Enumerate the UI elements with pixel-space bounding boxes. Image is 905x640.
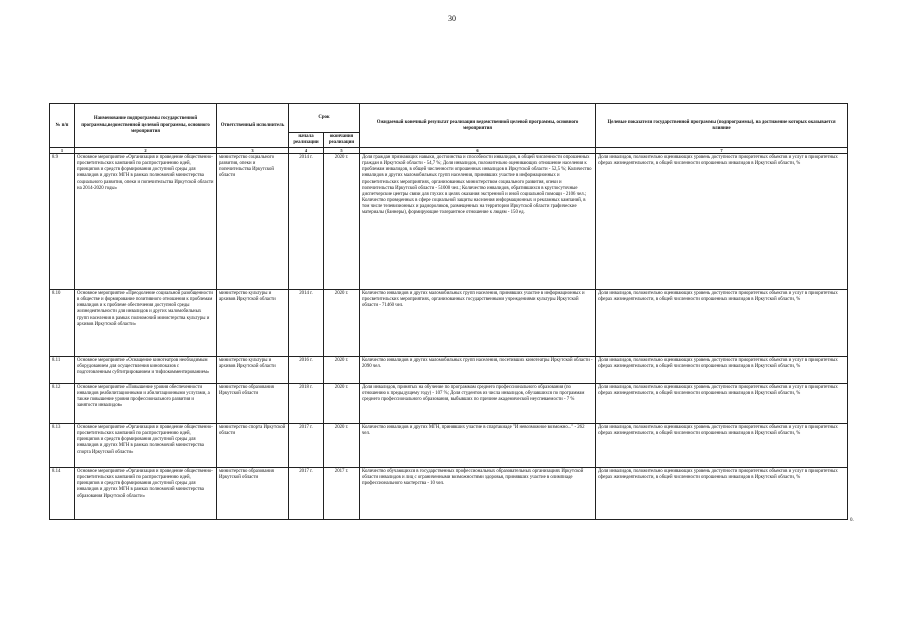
activity-name: Основное мероприятие «Оснащение кинотеатров необходимым оборудованием для осуществления кинопоказов с подготовленным субтитрированием и тифлокомментированием» xyxy=(75,357,217,384)
column-number: 5 xyxy=(324,148,360,154)
row-number: 8.11 xyxy=(50,357,75,384)
target-indicators: Доля инвалидов, положительно оценивающих уровень доступности приоритетных объектов и услуг в приоритетных сферах жизнедеятельности, в общей численности опрошенных инвалидов в Иркутской области, % xyxy=(596,357,848,384)
header-result: Ожидаемый конечный результат реализации ведомственной целевой программы, основного мероприятия xyxy=(360,104,596,148)
header-indicators: Целевые показатели государственной программы (подпрограммы), на достижение которых оказывается влияние xyxy=(596,104,848,148)
header-term: Срок xyxy=(289,104,360,133)
row-number: 8.10 xyxy=(50,290,75,357)
row-number: 8.9 xyxy=(50,154,75,290)
program-table xyxy=(49,103,848,520)
activity-name: Основное мероприятие «Повышение уровня обеспеченности инвалидов реабилитационными и абилитационными услугами, а также повышение уровня профессионального развития и занятости инвалидов» xyxy=(75,384,217,424)
page-number: 30 xyxy=(448,14,456,23)
column-number: 7 xyxy=(596,148,848,154)
start-year: 2014 г. xyxy=(289,290,324,357)
start-year: 2017 г. xyxy=(289,424,324,468)
executor: министерство культуры и архивов Иркутской области xyxy=(217,357,289,384)
row-number: 8.14 xyxy=(50,468,75,520)
executor: министерство культуры и архивов Иркутской области xyxy=(217,290,289,357)
activity-name: Основное мероприятие «Преодоление социальной разобщенности в обществе и формирование позитивного отношения к проблемам инвалидов и к проблеме обеспечения доступной среды жизнедеятельности для инвалидов и других маломобильных групп населения в рамках полномочий министерства культуры и архивов Иркутской области» xyxy=(75,290,217,357)
header-end: окончания реализации xyxy=(324,133,360,148)
column-number: 6 xyxy=(360,148,596,154)
target-indicators: Доля инвалидов, положительно оценивающих уровень доступности приоритетных объектов и услуг в приоритетных сферах жизнедеятельности, в общей численности опрошенных инвалидов в Иркутской области, % xyxy=(596,290,848,357)
table-row xyxy=(50,424,848,468)
corner-mark: 0. xyxy=(850,518,854,523)
end-year: 2020 г. xyxy=(324,357,360,384)
column-number: 4 xyxy=(289,148,324,154)
end-year: 2017 г. xyxy=(324,468,360,520)
executor: министерство социального развития, опеки и попечительства Иркутской области xyxy=(217,154,289,290)
executor: министерство спорта Иркутской области xyxy=(217,424,289,468)
executor: министерство образования Иркутской области xyxy=(217,468,289,520)
target-indicators: Доля инвалидов, положительно оценивающих уровень доступности приоритетных объектов и услуг в приоритетных сферах жизнедеятельности, в общей численности опрошенных инвалидов в Иркутской области, % xyxy=(596,384,848,424)
activity-name: Основное мероприятие «Организация и проведение общественно-просветительских кампаний по распространению идей, принципов и средств формирования доступной среды для инвалидов и других МГН в рамках полномочий министерства спорта Иркутской области» xyxy=(75,424,217,468)
end-year: 2020 г. xyxy=(324,384,360,424)
start-year: 2016 г. xyxy=(289,357,324,384)
expected-result: Количество инвалидов и других маломобильных групп населения, посетивших кинотеатры Иркутской области - 2090 чел. xyxy=(360,357,596,384)
end-year: 2020 г. xyxy=(324,424,360,468)
start-year: 2017 г. xyxy=(289,468,324,520)
activity-name: Основное мероприятие «Организация и проведение общественно-просветительских кампаний по распространению идей, принципов и средств формирования доступной среды для инвалидов и других МГН в рамках полномочий министерства социального развития, опеки и попечительства Иркутской области на 2014-2020 годы» xyxy=(75,154,217,290)
header-executor: Ответственный исполнитель xyxy=(217,104,289,148)
row-number: 8.13 xyxy=(50,424,75,468)
table-row xyxy=(50,154,848,290)
activity-name: Основное мероприятие «Организация и проведение общественно-просветительских кампаний по распространению идей, принципов и средств формирования доступной среды для инвалидов и других МГН в рамках полномочий министерства образования Иркутской области» xyxy=(75,468,217,520)
row-number: 8.12 xyxy=(50,384,75,424)
table-row xyxy=(50,357,848,384)
executor: министерство образования Иркутской области xyxy=(217,384,289,424)
expected-result: Количество обучающихся в государственных профессиональных образовательных организациях Иркутской области инвалидов и лиц с ограниченными возможностями здоровья, принявших участие в олимпиаде профессионального мастерства - 10 чел. xyxy=(360,468,596,520)
table-row xyxy=(50,468,848,520)
column-number: 3 xyxy=(217,148,289,154)
header-num: № п/п xyxy=(50,104,75,148)
end-year: 2020 г. xyxy=(324,154,360,290)
column-number: 1 xyxy=(50,148,75,154)
table-row xyxy=(50,290,848,357)
expected-result: Количество инвалидов и других МГН, принявших участие в спартакиаде "И невозможное возможно..." - 262 чел. xyxy=(360,424,596,468)
column-number: 2 xyxy=(75,148,217,154)
target-indicators: Доля инвалидов, положительно оценивающих уровень доступности приоритетных объектов и услуг в приоритетных сферах жизнедеятельности, в общей численности опрошенных инвалидов в Иркутской области, % xyxy=(596,468,848,520)
start-year: 2014 г. xyxy=(289,154,324,290)
end-year: 2020 г. xyxy=(324,290,360,357)
header-start: начала реализации xyxy=(289,133,324,148)
expected-result: Доля инвалидов, принятых на обучение по программам среднего профессионального образования (по отношению к предыдущему году) - 107 %; Доля студентов из числа инвалидов, обучавшихся по программам среднего профессионального образования, выбывших по причине академической неуспеваемости - 7 % xyxy=(360,384,596,424)
expected-result: Доля граждан признающих навыки, достоинства и способности инвалидов, в общей численности опрошенных граждан в Иркутской области - 54,7 %; Доля инвалидов, положительно оценивающих отношение населения к проблемам инвалидов, в общей численности опрошенных инвалидов в Иркутской области - 52,5 %; Количество инвалидов и других маломобильных групп населения, принявших участие в информационных и просветительских мероприятиях, организованных министерством социального развития, опеки и попечительства Иркутской области - 51000 чел.; Количество инвалидов, обратившихся в круглосуточные диспетчерские центры связи для глухих в целях оказания экстренной и иной социальной помощи - 2106 чел.; Количество проведенных в сфере социальной защиты населения информационных и рекламных кампаний, в том числе телевизионных и радиороликов, размещенных на территории Иркутской области графические материалы (баннеры), формирующие толерантное отношение к людям - 150 ед. xyxy=(360,154,596,290)
table-row xyxy=(50,384,848,424)
target-indicators: Доля инвалидов, положительно оценивающих уровень доступности приоритетных объектов и услуг в приоритетных сферах жизнедеятельности, в общей численности опрошенных инвалидов в Иркутской области, % xyxy=(596,424,848,468)
header-name: Наименование подпрограммы государственной программы,ведомственной целевой программы, основного мероприятия xyxy=(75,104,217,148)
start-year: 2018 г. xyxy=(289,384,324,424)
expected-result: Количество инвалидов и других маломобильных групп населения, принявших участие в информационных и просветительских мероприятиях, организованных государственными учреждениями культуры Иркутской области - 71460 чел. xyxy=(360,290,596,357)
target-indicators: Доля инвалидов, положительно оценивающих уровень доступности приоритетных объектов и услуг в приоритетных сферах жизнедеятельности, в общей численности опрошенных инвалидов в Иркутской области, % xyxy=(596,154,848,290)
